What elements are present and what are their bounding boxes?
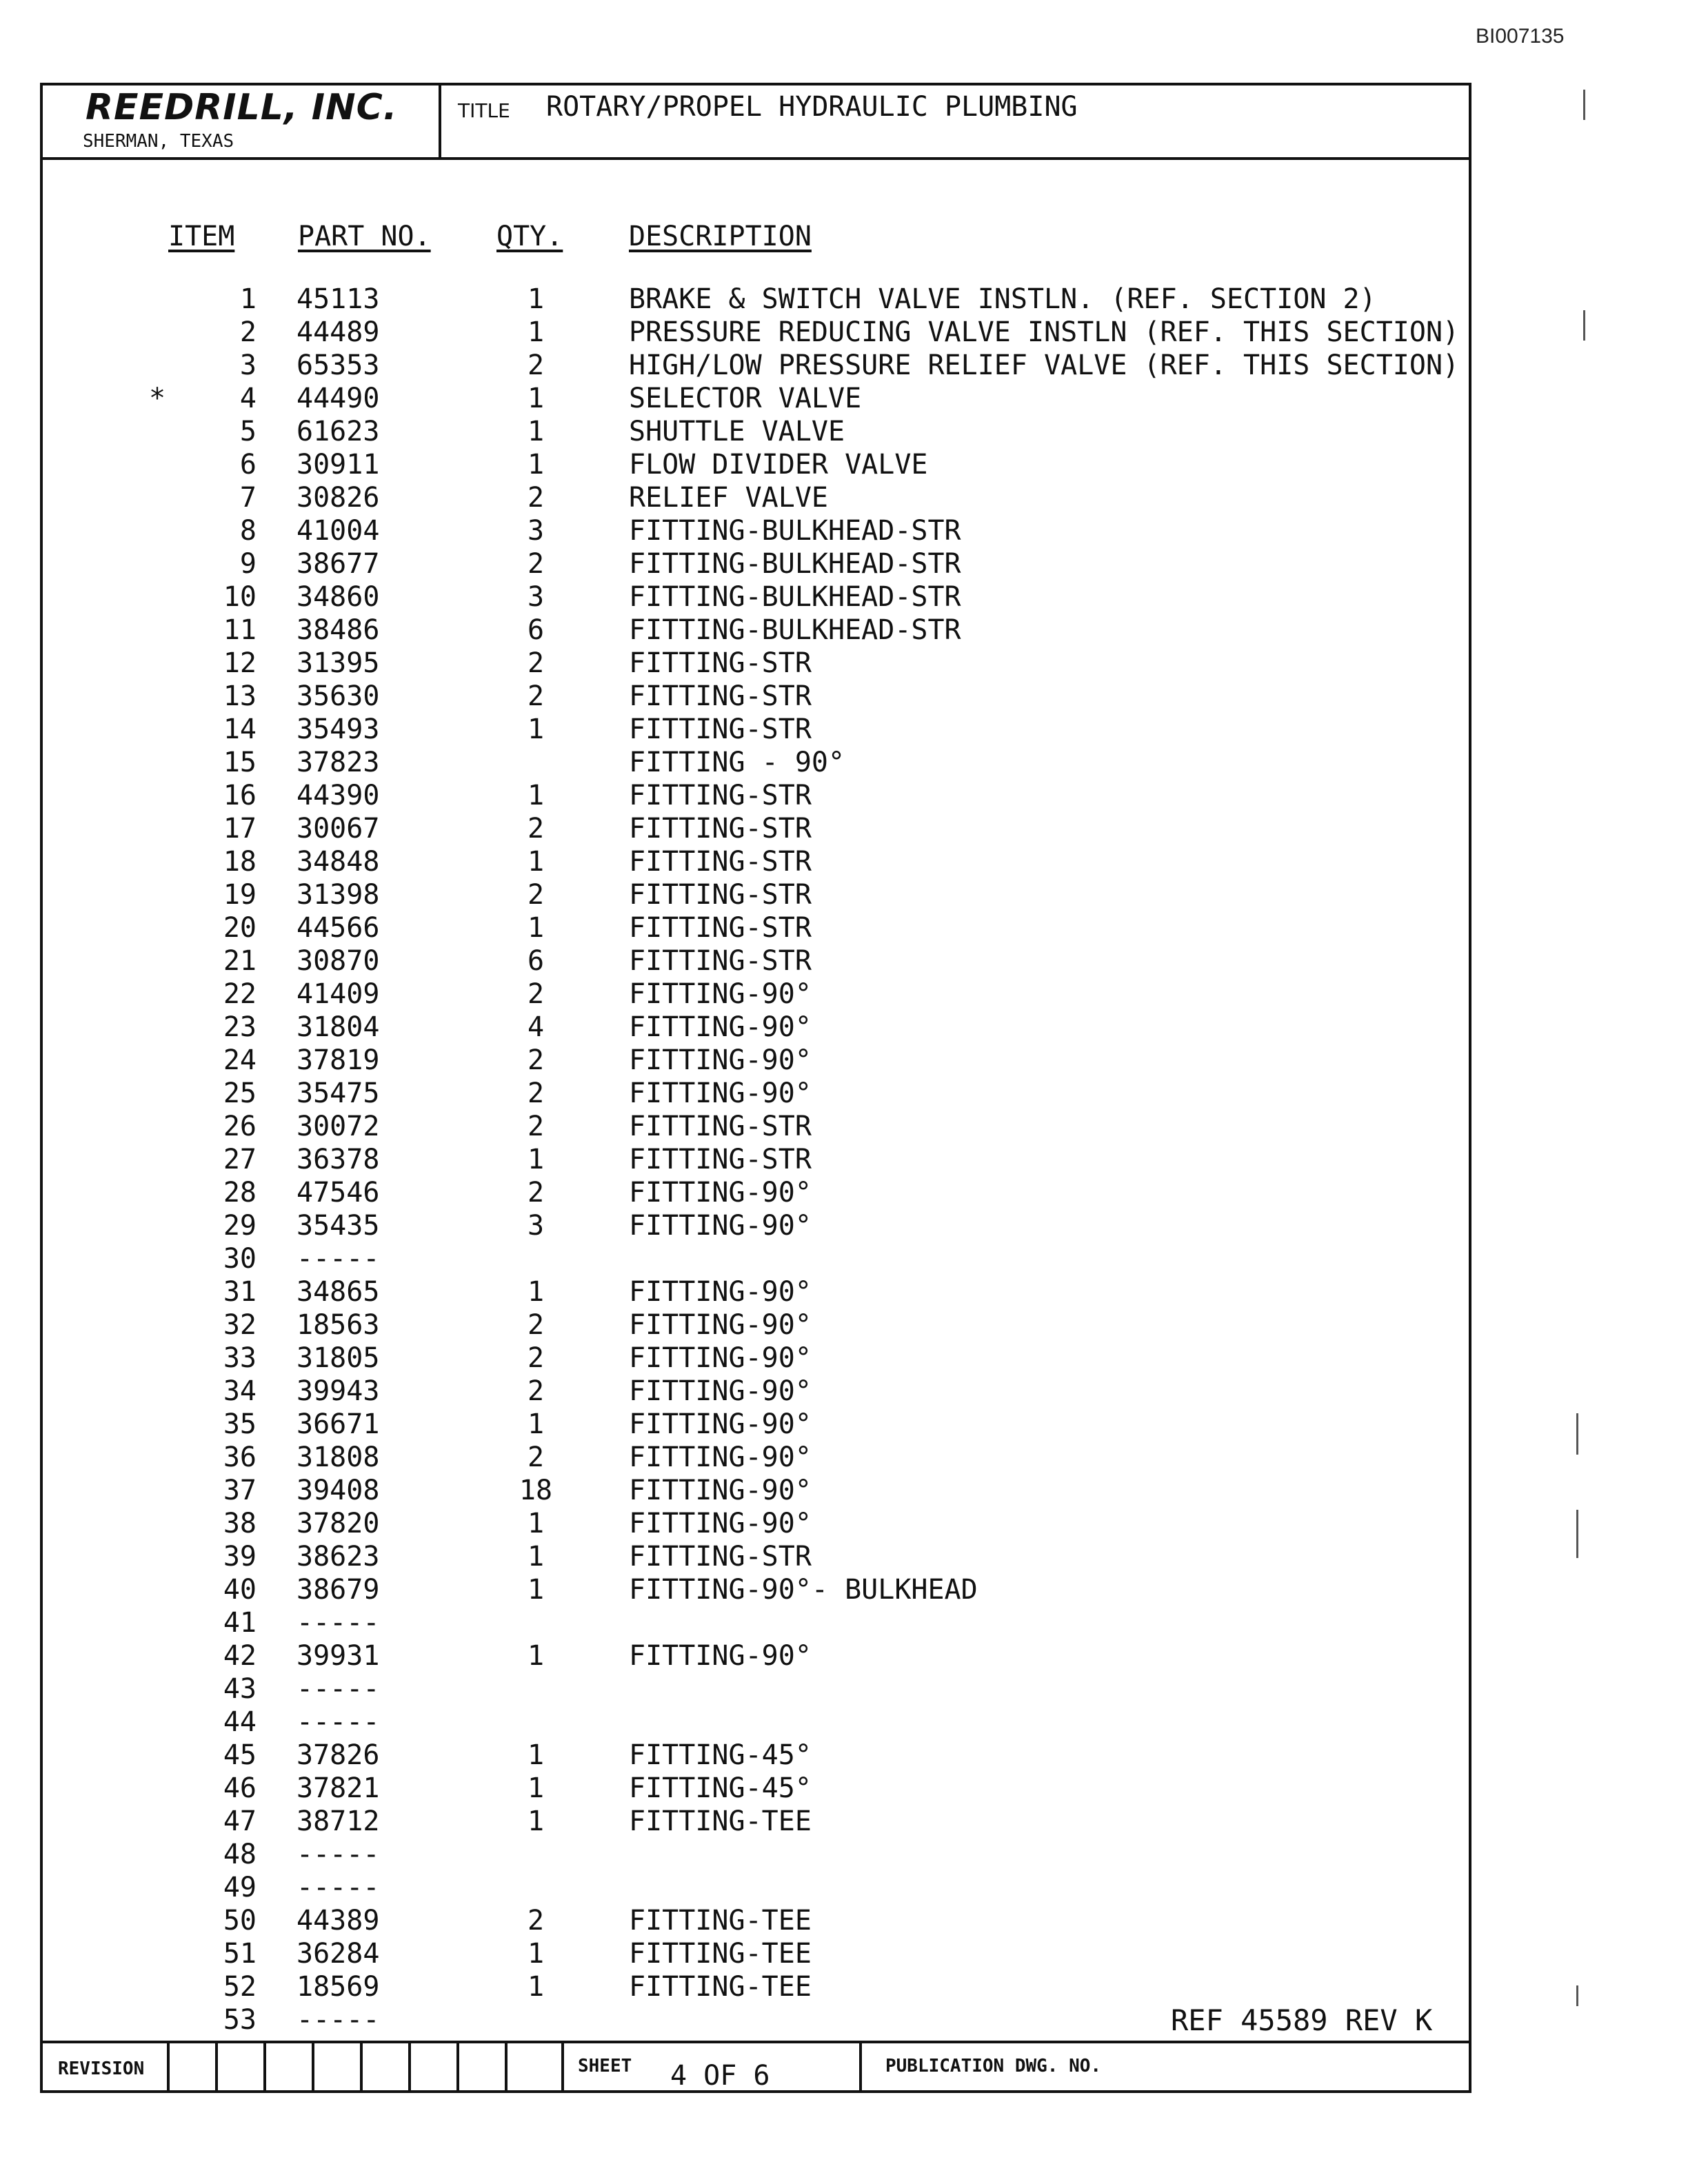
- margin-mark: [1583, 90, 1585, 120]
- item-number: 15: [223, 747, 257, 778]
- description: FITTING-90°: [629, 1475, 812, 1506]
- part-number: 44490: [297, 383, 380, 414]
- part-number: 38677: [297, 548, 380, 580]
- table-row: [43, 1706, 1469, 1739]
- part-number: 65353: [297, 350, 380, 381]
- part-number: -----: [297, 2004, 380, 2036]
- description: PRESSURE REDUCING VALVE INSTLN (REF. THIS SECTION): [629, 316, 1460, 348]
- part-number: 34860: [297, 581, 380, 613]
- quantity: 1: [527, 283, 545, 315]
- quantity: 1: [527, 912, 545, 944]
- description: FITTING-TEE: [629, 1905, 812, 1937]
- quantity: 2: [527, 350, 545, 381]
- parts-list-sheet: [40, 83, 1471, 2093]
- item-number: 30: [223, 1243, 257, 1275]
- part-number: 38679: [297, 1574, 380, 1606]
- sheet-label: SHEET: [578, 2056, 632, 2076]
- table-row: [43, 1772, 1469, 1805]
- description: FITTING-90°: [629, 1640, 812, 1672]
- part-number: 30067: [297, 813, 380, 845]
- table-row: [43, 812, 1469, 845]
- table-row: [43, 1672, 1469, 1706]
- part-number: 31395: [297, 647, 380, 679]
- item-number: 48: [223, 1839, 257, 1870]
- item-number: 31: [223, 1276, 257, 1308]
- description: FITTING-TEE: [629, 1971, 812, 2003]
- table-row: [43, 1507, 1469, 1540]
- table-row: [43, 1275, 1469, 1308]
- description: FITTING-90°: [629, 1309, 812, 1341]
- item-number: 36: [223, 1442, 257, 1473]
- part-number: 44566: [297, 912, 380, 944]
- item-number: 29: [223, 1210, 257, 1242]
- item-number: 44: [223, 1706, 257, 1738]
- description: FITTING-90°- BULKHEAD: [629, 1574, 978, 1606]
- description: FITTING-90°: [629, 1408, 812, 1440]
- item-number: 3: [239, 350, 257, 381]
- column-header-description: DESCRIPTION: [629, 221, 812, 252]
- part-number: 37820: [297, 1508, 380, 1539]
- quantity: 1: [527, 449, 545, 481]
- description: FITTING-STR: [629, 1111, 812, 1142]
- description: FITTING-STR: [629, 1541, 812, 1573]
- item-number: 19: [223, 879, 257, 911]
- part-number: 37821: [297, 1772, 380, 1804]
- revision-cell: [505, 2043, 553, 2093]
- part-number: 35475: [297, 1078, 380, 1109]
- part-number: 31398: [297, 879, 380, 911]
- table-row: [43, 1342, 1469, 1375]
- table-row: [43, 415, 1469, 448]
- table-row: [43, 547, 1469, 580]
- description: FITTING-90°: [629, 1508, 812, 1539]
- quantity: 6: [527, 614, 545, 646]
- part-number: 36671: [297, 1408, 380, 1440]
- quantity: 1: [527, 1739, 545, 1771]
- part-number: 31805: [297, 1342, 380, 1374]
- description: FLOW DIVIDER VALVE: [629, 449, 928, 481]
- description: FITTING-STR: [629, 912, 812, 944]
- part-number: 35435: [297, 1210, 380, 1242]
- quantity: 1: [527, 714, 545, 745]
- item-number: 40: [223, 1574, 257, 1606]
- part-number: -----: [297, 1872, 380, 1903]
- table-row: [43, 481, 1469, 514]
- part-number: 38623: [297, 1541, 380, 1573]
- revision-cell: [456, 2043, 505, 2093]
- item-number: 25: [223, 1078, 257, 1109]
- part-number: 34865: [297, 1276, 380, 1308]
- description: FITTING-90°: [629, 1375, 812, 1407]
- item-number: 43: [223, 1673, 257, 1705]
- item-number: 37: [223, 1475, 257, 1506]
- table-row: [43, 1308, 1469, 1342]
- item-number: 20: [223, 912, 257, 944]
- quantity: 2: [527, 1442, 545, 1473]
- description: FITTING-BULKHEAD-STR: [629, 614, 961, 646]
- table-row: [43, 1805, 1469, 1838]
- quantity: 1: [527, 1971, 545, 2003]
- description: FITTING-STR: [629, 1144, 812, 1175]
- table-row: [43, 283, 1469, 316]
- item-number: 32: [223, 1309, 257, 1341]
- item-number: 41: [223, 1607, 257, 1639]
- part-number: 61623: [297, 416, 380, 447]
- part-number: 35630: [297, 680, 380, 712]
- description: FITTING-STR: [629, 813, 812, 845]
- table-row: [43, 1242, 1469, 1275]
- description: SELECTOR VALVE: [629, 383, 862, 414]
- item-number: 8: [239, 515, 257, 547]
- item-number: 35: [223, 1408, 257, 1440]
- table-row: [43, 1739, 1469, 1772]
- quantity: 2: [527, 978, 545, 1010]
- part-number: 39408: [297, 1475, 380, 1506]
- part-number: -----: [297, 1607, 380, 1639]
- part-number: 41004: [297, 515, 380, 547]
- description: FITTING-BULKHEAD-STR: [629, 581, 961, 613]
- reference-revision: REF 45589 REV K: [1171, 2003, 1433, 2037]
- part-number: 44390: [297, 780, 380, 811]
- table-row: [43, 1573, 1469, 1606]
- item-number: 51: [223, 1938, 257, 1970]
- quantity: 1: [527, 316, 545, 348]
- item-number: 47: [223, 1806, 257, 1837]
- description: BRAKE & SWITCH VALVE INSTLN. (REF. SECTION 2): [629, 283, 1376, 315]
- description: FITTING-90°: [629, 1210, 812, 1242]
- table-row: [43, 1474, 1469, 1507]
- quantity: 1: [527, 1640, 545, 1672]
- publication-label: PUBLICATION DWG. NO.: [885, 2056, 1102, 2076]
- description: FITTING-STR: [629, 879, 812, 911]
- item-number: 23: [223, 1011, 257, 1043]
- company-location: SHERMAN, TEXAS: [83, 131, 234, 152]
- table-row: [43, 845, 1469, 878]
- table-row: [43, 1408, 1469, 1441]
- item-number: 17: [223, 813, 257, 845]
- quantity: 2: [527, 1342, 545, 1374]
- part-number: 41409: [297, 978, 380, 1010]
- quantity: 2: [527, 1309, 545, 1341]
- table-row: [43, 1375, 1469, 1408]
- part-number: 37823: [297, 747, 380, 778]
- item-number: 9: [239, 548, 257, 580]
- page-title: ROTARY/PROPEL HYDRAULIC PLUMBING: [546, 91, 1078, 123]
- quantity: 1: [527, 1806, 545, 1837]
- quantity: 2: [527, 1177, 545, 1209]
- table-row: [43, 1838, 1469, 1871]
- revision-cell: [263, 2043, 312, 2093]
- description: FITTING-STR: [629, 647, 812, 679]
- item-number: 6: [239, 449, 257, 481]
- margin-mark: [1576, 1985, 1578, 2006]
- table-row: [43, 1176, 1469, 1209]
- quantity: 2: [527, 680, 545, 712]
- quantity: 1: [527, 846, 545, 878]
- column-header-qty: QTY.: [496, 221, 563, 252]
- item-number: 28: [223, 1177, 257, 1209]
- description: FITTING-90°: [629, 1442, 812, 1473]
- table-row: [43, 779, 1469, 812]
- part-number: 30870: [297, 945, 380, 977]
- revision-cell: [312, 2043, 360, 2093]
- part-number: 36284: [297, 1938, 380, 1970]
- description: FITTING-BULKHEAD-STR: [629, 548, 961, 580]
- part-number: 44489: [297, 316, 380, 348]
- quantity: 2: [527, 1111, 545, 1142]
- table-row: [43, 1441, 1469, 1474]
- part-number: 37826: [297, 1739, 380, 1771]
- quantity: 1: [527, 1772, 545, 1804]
- quantity: 2: [527, 879, 545, 911]
- description: RELIEF VALVE: [629, 482, 828, 514]
- description: FITTING-STR: [629, 945, 812, 977]
- item-number: 21: [223, 945, 257, 977]
- description: FITTING-90°: [629, 1177, 812, 1209]
- description: FITTING-90°: [629, 1044, 812, 1076]
- table-row: [43, 349, 1469, 382]
- table-row: [43, 1937, 1469, 1970]
- quantity: 1: [527, 383, 545, 414]
- table-row: [43, 878, 1469, 911]
- part-number: 38712: [297, 1806, 380, 1837]
- table-row: [43, 911, 1469, 944]
- part-number: 35493: [297, 714, 380, 745]
- description: HIGH/LOW PRESSURE RELIEF VALVE (REF. THIS SECTION): [629, 350, 1460, 381]
- item-number: 10: [223, 581, 257, 613]
- item-number: 1: [239, 283, 257, 315]
- item-number: 24: [223, 1044, 257, 1076]
- column-header-part-no: PART NO.: [298, 221, 431, 252]
- table-row: [43, 1044, 1469, 1077]
- quantity: 3: [527, 1210, 545, 1242]
- part-number: 37819: [297, 1044, 380, 1076]
- description: FITTING-STR: [629, 780, 812, 811]
- description: FITTING-45°: [629, 1772, 812, 1804]
- quantity: 1: [527, 416, 545, 447]
- description: FITTING-BULKHEAD-STR: [629, 515, 961, 547]
- quantity: 1: [527, 1276, 545, 1308]
- part-number: 30911: [297, 449, 380, 481]
- item-number: 52: [223, 1971, 257, 2003]
- description: FITTING-TEE: [629, 1938, 812, 1970]
- quantity: 6: [527, 945, 545, 977]
- part-number: 31808: [297, 1442, 380, 1473]
- table-row: [43, 614, 1469, 647]
- table-row: [43, 944, 1469, 978]
- table-row: [43, 1871, 1469, 1904]
- quantity: 3: [527, 581, 545, 613]
- item-number: 42: [223, 1640, 257, 1672]
- item-number: 26: [223, 1111, 257, 1142]
- part-number: 47546: [297, 1177, 380, 1209]
- item-number: 50: [223, 1905, 257, 1937]
- item-number: 38: [223, 1508, 257, 1539]
- footer-block: [43, 2041, 1469, 2093]
- item-number: 46: [223, 1772, 257, 1804]
- parts-table: [43, 283, 1469, 2036]
- part-number: 45113: [297, 283, 380, 315]
- part-number: -----: [297, 1706, 380, 1738]
- column-header-item: ITEM: [168, 221, 235, 252]
- table-row: [43, 1540, 1469, 1573]
- description: FITTING-90°: [629, 1011, 812, 1043]
- part-number: 44389: [297, 1905, 380, 1937]
- item-number: 4: [239, 383, 257, 414]
- item-number: 7: [239, 482, 257, 514]
- company-box: [43, 85, 441, 157]
- description: FITTING-90°: [629, 1342, 812, 1374]
- description: FITTING-STR: [629, 846, 812, 878]
- part-number: 18569: [297, 1971, 380, 2003]
- margin-mark: [1583, 310, 1585, 341]
- item-number: 27: [223, 1144, 257, 1175]
- table-row: [43, 1011, 1469, 1044]
- item-number: 33: [223, 1342, 257, 1374]
- revision-cells: [167, 2043, 553, 2093]
- margin-mark: [1576, 1510, 1578, 1558]
- title-block: [43, 85, 1469, 160]
- sheet-box: [561, 2043, 862, 2093]
- description: FITTING-TEE: [629, 1806, 812, 1837]
- quantity: 2: [527, 482, 545, 514]
- table-row: [43, 978, 1469, 1011]
- table-row: [43, 1639, 1469, 1672]
- item-number: 22: [223, 978, 257, 1010]
- part-number: 36378: [297, 1144, 380, 1175]
- quantity: 2: [527, 813, 545, 845]
- part-number: -----: [297, 1243, 380, 1275]
- row-mark: *: [149, 383, 166, 414]
- document-id: BI007135: [1476, 25, 1565, 48]
- description: FITTING-90°: [629, 978, 812, 1010]
- table-row: [43, 1110, 1469, 1143]
- description: FITTING-90°: [629, 1078, 812, 1109]
- revision-cell: [167, 2043, 215, 2093]
- quantity: 2: [527, 1078, 545, 1109]
- company-name: REEDRILL, INC.: [86, 87, 398, 128]
- description: SHUTTLE VALVE: [629, 416, 845, 447]
- description: FITTING-90°: [629, 1276, 812, 1308]
- quantity: 1: [527, 1144, 545, 1175]
- item-number: 18: [223, 846, 257, 878]
- quantity: 2: [527, 1375, 545, 1407]
- item-number: 13: [223, 680, 257, 712]
- table-row: [43, 514, 1469, 547]
- table-row: [43, 647, 1469, 680]
- table-row: [43, 316, 1469, 349]
- revision-label: REVISION: [58, 2059, 145, 2079]
- part-number: 39931: [297, 1640, 380, 1672]
- description: FITTING - 90°: [629, 747, 845, 778]
- table-row: [43, 580, 1469, 614]
- quantity: 18: [519, 1475, 553, 1506]
- quantity: 1: [527, 1408, 545, 1440]
- sheet-number: 4 OF 6: [670, 2060, 770, 2092]
- table-row: [43, 1077, 1469, 1110]
- table-row: [43, 1143, 1469, 1176]
- revision-cell: [215, 2043, 263, 2093]
- item-number: 12: [223, 647, 257, 679]
- table-row: [43, 713, 1469, 746]
- table-row: [43, 1209, 1469, 1242]
- item-number: 16: [223, 780, 257, 811]
- description: FITTING-45°: [629, 1739, 812, 1771]
- item-number: 53: [223, 2004, 257, 2036]
- part-number: 34848: [297, 846, 380, 878]
- part-number: 38486: [297, 614, 380, 646]
- item-number: 34: [223, 1375, 257, 1407]
- table-row: [43, 382, 1469, 415]
- revision-cell: [408, 2043, 456, 2093]
- quantity: 3: [527, 515, 545, 547]
- part-number: 18563: [297, 1309, 380, 1341]
- part-number: 39943: [297, 1375, 380, 1407]
- quantity: 2: [527, 1044, 545, 1076]
- table-row: [43, 1970, 1469, 2003]
- item-number: 49: [223, 1872, 257, 1903]
- part-number: -----: [297, 1673, 380, 1705]
- item-number: 39: [223, 1541, 257, 1573]
- table-row: [43, 680, 1469, 713]
- quantity: 1: [527, 1574, 545, 1606]
- table-row: [43, 448, 1469, 481]
- item-number: 2: [239, 316, 257, 348]
- quantity: 4: [527, 1011, 545, 1043]
- title-label: TITLE: [458, 99, 510, 122]
- table-row: [43, 1904, 1469, 1937]
- quantity: 1: [527, 1938, 545, 1970]
- table-row: [43, 1606, 1469, 1639]
- margin-mark: [1576, 1413, 1578, 1455]
- item-number: 11: [223, 614, 257, 646]
- quantity: 2: [527, 647, 545, 679]
- part-number: 31804: [297, 1011, 380, 1043]
- revision-cell: [360, 2043, 408, 2093]
- part-number: -----: [297, 1839, 380, 1870]
- quantity: 1: [527, 1541, 545, 1573]
- description: FITTING-STR: [629, 680, 812, 712]
- part-number: 30072: [297, 1111, 380, 1142]
- quantity: 2: [527, 1905, 545, 1937]
- part-number: 30826: [297, 482, 380, 514]
- quantity: 1: [527, 1508, 545, 1539]
- quantity: 1: [527, 780, 545, 811]
- description: FITTING-STR: [629, 714, 812, 745]
- item-number: 14: [223, 714, 257, 745]
- item-number: 5: [239, 416, 257, 447]
- item-number: 45: [223, 1739, 257, 1771]
- table-row: [43, 746, 1469, 779]
- quantity: 2: [527, 548, 545, 580]
